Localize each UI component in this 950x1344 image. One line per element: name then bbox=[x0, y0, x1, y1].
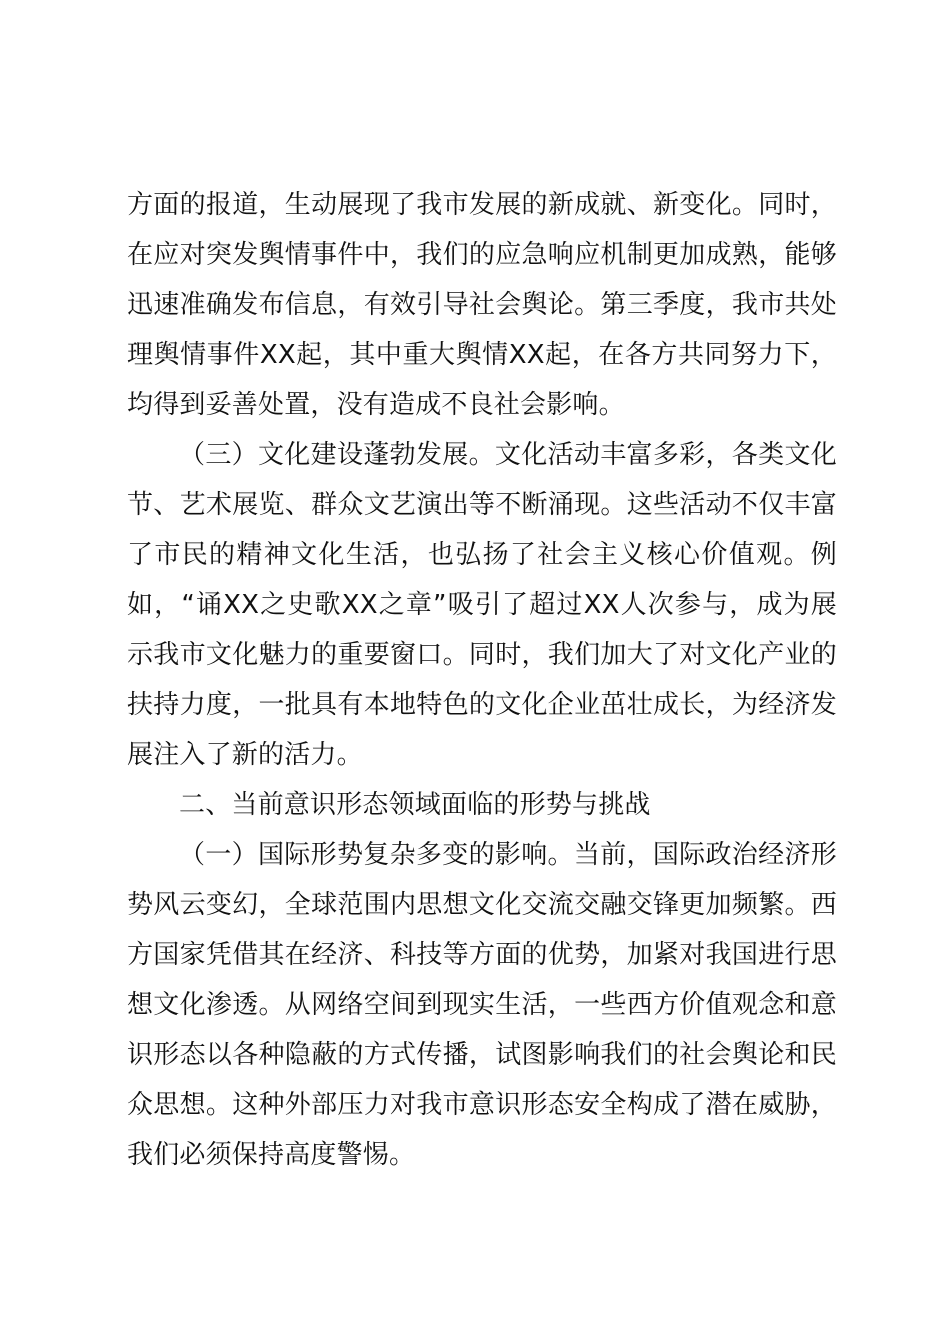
paragraph-culture-development: （三）文化建设蓬勃发展。文化活动丰富多彩，各类文化节、艺术展览、群众文艺演出等不断涌现。这些活动不仅丰富了市民的精神文化生活，也弘扬了社会主义核心价值观。例如，“诵XX之史歌XX之章”吸引了超过XX人次参与，成为展示我市文化魅力的重要窗口。同时，我们加大了对文化产业的扶持力度，一批具有本地特色的文化企业茁壮成长，为经济发展注入了新的活力。 bbox=[127, 440, 837, 770]
document-body bbox=[127, 180, 837, 1180]
section-heading-challenges: 二、当前意识形态领域面临的形势与挑战 bbox=[179, 790, 651, 820]
paragraph-continuation: 方面的报道，生动展现了我市发展的新成就、新变化。同时，在应对突发舆情事件中，我们的应急响应机制更加成熟，能够迅速准确发布信息，有效引导社会舆论。第三季度，我市共处理舆情事件XX起，其中重大舆情XX起，在各方共同努力下，均得到妥善处置，没有造成不良社会影响。 bbox=[127, 190, 837, 420]
paragraph-international-situation: （一）国际形势复杂多变的影响。当前，国际政治经济形势风云变幻，全球范围内思想文化交流交融交锋更加频繁。西方国家凭借其在经济、科技等方面的优势，加紧对我国进行思想文化渗透。从网络空间到现实生活，一些西方价值观念和意识形态以各种隐蔽的方式传播，试图影响我们的社会舆论和民众思想。这种外部压力对我市意识形态安全构成了潜在威胁，我们必须保持高度警惕。 bbox=[127, 840, 837, 1170]
